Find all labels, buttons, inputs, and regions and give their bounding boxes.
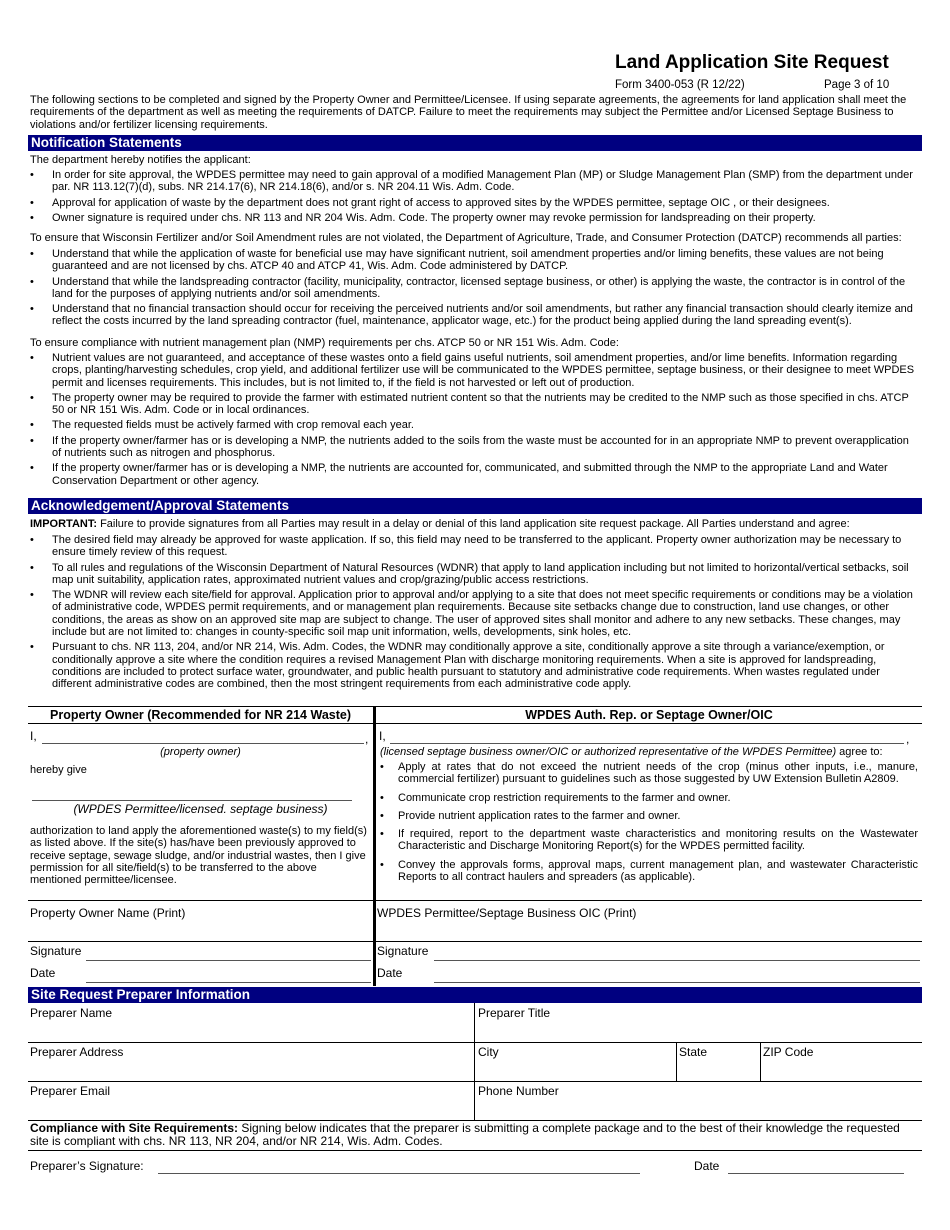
wpdes-date-label: Date — [377, 966, 403, 980]
wpdes-caption-line — [380, 746, 920, 758]
intro-text: The following sections to be completed and signed by the Property Owner and Permittee/Licensee. If using separate agreements, the agreements for land application shall meet the requirements of the department as well as meeting the requirements of DATCP. Failure to meet the requirements may subject the Permittee and/or Licensed Septage Business to violations and/or fertilizer licensing requirements. — [30, 94, 907, 131]
preparer-address-field[interactable] — [28, 1061, 472, 1079]
list-item: • Pursuant to chs. NR 113, 204, and/or NR 214, Wis. Adm. Codes, the WDNR may conditionally approve a site, conditionally approve a site through a variance/exemption, or conditionally approve a site where the condition requires a revised Management Plan with discharge monitoring requirements. When a site is approved for landspreading, conditions are included to protect surface water, groundwater, and public health pursuant to statutory and administrative code requirements. When wastes regulated under different administrative codes are combined, then the most stringent requirements from each administrative code apply. — [30, 641, 920, 690]
notification-lead-3: To ensure compliance with nutrient management plan (NMP) requirements per chs. ATCP 50 or NR 151 Wis. Adm. Code: — [30, 337, 619, 349]
important-label: IMPORTANT: — [30, 518, 98, 530]
wpdes-caption: (licensed septage business owner/OIC or authorized representative of the WPDES Permittee) — [380, 746, 837, 758]
city-state-divider — [676, 1042, 677, 1081]
table-header-border — [28, 723, 922, 724]
state-label: State — [679, 1045, 708, 1059]
wpdes-signature-field[interactable] — [434, 960, 920, 961]
property-owner-caption: (property owner) — [160, 746, 241, 758]
wpdes-name-label: WPDES Permittee/Septage Business OIC (Print) — [377, 906, 637, 920]
compliance-text: Signing below indicates that the preparer is submitting a complete package and to the best of their knowledge the requested site is compliant with chs. NR 113, NR 204, and/or NR 214, Wis. Adm. Codes. — [30, 1121, 900, 1148]
notification-lead: The department hereby notifies the applicant: — [30, 154, 251, 166]
preparer-heading: Site Request Preparer Information — [28, 987, 922, 1003]
preparer-email-label: Preparer Email — [30, 1084, 111, 1098]
phone-number-field[interactable] — [476, 1100, 920, 1118]
wpdes-comma: , — [906, 732, 910, 746]
preparer-signature-field[interactable] — [158, 1173, 640, 1174]
list-item: • To all rules and regulations of the Wisconsin Department of Natural Resources (WDNR) that apply to land application including but not limited to horizontal/vertical setbacks, soil map unit suitability, application rates, approximated nutrient values and crop/grazing/public access restrictions. — [30, 562, 920, 587]
notification-lead-2: To ensure that Wisconsin Fertilizer and/or Soil Amendment rules are not violated, the Department of Agriculture, Trade, and Consumer Protection (DATCP) recommends all parties: — [30, 232, 902, 244]
owner-name-label: Property Owner Name (Print) — [30, 906, 186, 920]
owner-date-field[interactable] — [86, 982, 371, 983]
list-item: • The property owner may be required to provide the farmer with estimated nutrient content so that the nutrients may be credited to the NMP such as those specified in chs. ATCP 50 or NR 151 Wis. Adm. Code or in local ordinances. — [30, 392, 920, 417]
list-item: • Owner signature is required under chs. NR 113 and NR 204 Wis. Adm. Code. The property owner may revoke permission for landspreading on their property. — [30, 212, 920, 224]
preparer-name-field[interactable] — [28, 1022, 472, 1040]
list-item: • Understand that no financial transaction should occur for receiving the perceived nutrients and/or soil amendments, but rather any financial transaction should clearly itemize and reflect the costs incurred by the land spreading contractor (fuel, maintenance, applicator wage, etc.) for the product being applied during the land spreading event(s). — [30, 303, 920, 328]
wpdes-date-field[interactable] — [434, 982, 920, 983]
zip-code-label: ZIP Code — [763, 1045, 814, 1059]
list-item: • The desired field may already be approved for waste application. If so, this field may need to be transferred to the applicant. Property owner authorization may be necessary to ensure timely review of this request. — [30, 534, 920, 559]
wpdes-name-field[interactable] — [376, 920, 922, 940]
owner-signature-field[interactable] — [86, 960, 371, 961]
wpdes-column-heading: WPDES Auth. Rep. or Septage Owner/OIC — [525, 708, 773, 722]
notification-bullets-1 — [30, 169, 920, 227]
permittee-caption: (WPDES Permittee/licensed. septage business) — [73, 802, 328, 816]
owner-i-label: I, — [30, 729, 37, 743]
owner-name-bottom-border — [28, 941, 373, 942]
list-item: • Nutrient values are not guaranteed, and acceptance of these wastes onto a field gains useful nutrients, soil amendment properties, and/or lime benefits. Information regarding crops, planting/harvesting schedules, crop yield, and additional fertilizer use will be communicated to the WPDES permittee, septage business, or their designee to meet WPDES permit and licenses requirements. This includes, but is not limited to, if the field is not harvested or left out of production. — [30, 352, 920, 389]
list-item: • Apply at rates that do not exceed the nutrient needs of the crop (minus other inputs, i.e., manure, commercial fertilizer) pursuant to guidelines such as those suggested by UW Extension Bulletin A2809. — [380, 761, 918, 786]
preparer-date-label: Date — [694, 1159, 720, 1173]
form-title: Land Application Site Request — [615, 52, 889, 73]
hereby-give-text: hereby give — [30, 764, 87, 776]
notification-bullets-2 — [30, 248, 920, 331]
agree-to-text: agree to: — [836, 746, 883, 758]
city-field[interactable] — [476, 1061, 674, 1079]
state-field[interactable] — [678, 1061, 758, 1079]
preparer-date-field[interactable] — [728, 1173, 904, 1174]
wpdes-signature-label: Signature — [377, 944, 429, 958]
list-item: • Approval for application of waste by the department does not grant right of access to approved sites by the WPDES permittee, septage OIC , or their designees. — [30, 197, 920, 209]
notification-bullets-3 — [30, 352, 920, 490]
wpdes-name-top-border — [376, 900, 922, 901]
wpdes-name-bottom-border — [376, 941, 922, 942]
preparer-title-field[interactable] — [476, 1022, 920, 1040]
owner-signature-label: Signature — [30, 944, 82, 958]
owner-comma: , — [365, 732, 369, 746]
list-item: • The WDNR will review each site/field for approval. Application prior to approval and/or applying to a site that does not meet specific requirements or conditions may be a violation of administrative code, WPDES permit requirements, and or management plan requirements. Because site setbacks change due to construction, land use changes, or other conditions, the areas as show on an approved site map are subject to change. The user of approved sites shall monitor and adhere to any new setbacks. These changes, may include but are not limited to: changes in county-specific soil map unit information, wells, developments, sink holes, etc. — [30, 589, 920, 638]
list-item: • Understand that while the application of waste for beneficial use may have significant nutrient, soil amendment properties and/or liming benefits, these values are not being guaranteed and are not licensed by chs. ATCP 40 and ATCP 41, Wis. Adm. Code administered by DATCP. — [30, 248, 920, 273]
preparer-email-field[interactable] — [28, 1100, 472, 1118]
list-item: • If required, report to the department waste characteristics and monitoring results on the Wastewater Characteristic and Discharge Monitoring Report(s) for the WPDES permitted facility. — [380, 828, 918, 853]
list-item: • Convey the approvals forms, approval maps, current management plan, and wastewater Characteristic Reports to all contract haulers and spreaders (as applicable). — [380, 859, 918, 884]
list-item: • Understand that while the landspreading contractor (facility, municipality, contractor, licensed septage business, or other) is applying the waste, the contractor is in control of the land for the purposes of applying nutrients and/or soil amendments. — [30, 276, 920, 301]
owner-date-label: Date — [30, 966, 56, 980]
table-top-border — [28, 706, 922, 707]
wpdes-agreement-bullets — [380, 761, 918, 889]
compliance-label: Compliance with Site Requirements: — [30, 1121, 239, 1135]
wpdes-i-label: I, — [379, 729, 386, 743]
preparer-address-label: Preparer Address — [30, 1045, 124, 1059]
important-note — [30, 518, 920, 530]
zip-code-field[interactable] — [762, 1061, 920, 1079]
owner-name-field[interactable] — [28, 920, 373, 940]
preparer-title-label: Preparer Title — [478, 1006, 551, 1020]
owner-column-heading: Property Owner (Recommended for NR 214 Waste) — [50, 708, 351, 722]
column-divider — [373, 706, 376, 986]
state-zip-divider — [760, 1042, 761, 1081]
list-item: • If the property owner/farmer has or is developing a NMP, the nutrients are accounted for, communicated, and submitted through the NMP to the appropriate Land and Water Conservation Department or other agency. — [30, 462, 920, 487]
permittee-input-line[interactable] — [32, 800, 352, 801]
preparer-column-divider — [474, 1003, 475, 1120]
important-text: Failure to provide signatures from all Parties may result in a delay or denial of this land application site request package. All Parties understand and agree: — [97, 518, 850, 530]
compliance-statement — [30, 1122, 920, 1147]
list-item: • If the property owner/farmer has or is developing a NMP, the nutrients added to the soils from the waste must be accounted for in an appropriate NMP to prevent overapplication of nutrients such as nitrogen and phosphorus. — [30, 435, 920, 460]
acknowledgement-heading: Acknowledgement/Approval Statements — [28, 498, 922, 514]
authorization-text: authorization to land apply the aforementioned waste(s) to my field(s) as listed above. If the site(s) has/have been previously approved to receive septage, sewage sludge, and/or industrial wastes, then I give permission for all site/field(s) to be transferred to the above mentioned permittee/licensee. — [30, 825, 367, 887]
compliance-bottom-border — [28, 1150, 922, 1151]
city-label: City — [478, 1045, 499, 1059]
list-item: • Communicate crop restriction requirements to the farmer and owner. — [380, 792, 918, 804]
phone-number-label: Phone Number — [478, 1084, 559, 1098]
preparer-signature-label: Preparer’s Signature: — [30, 1159, 144, 1173]
form-number: Form 3400-053 (R 12/22) — [615, 79, 745, 91]
page-number: Page 3 of 10 — [824, 79, 890, 91]
list-item: • Provide nutrient application rates to the farmer and owner. — [380, 810, 918, 822]
acknowledgement-bullets — [30, 534, 920, 694]
preparer-row-2-border — [28, 1081, 922, 1082]
list-item: • In order for site approval, the WPDES permittee may need to gain approval of a modified Management Plan (MP) or Sludge Management Plan (SMP) from the department under par. NR 113.12(7)(d), subs. NR 214.17(6), NR 214.18(6), and/or s. NR 204.11 Wis. Adm. Code. — [30, 169, 920, 194]
preparer-name-label: Preparer Name — [30, 1006, 113, 1020]
owner-name-top-border — [28, 900, 373, 901]
wpdes-name-input-line[interactable] — [390, 743, 904, 744]
property-owner-input-line[interactable] — [42, 743, 364, 744]
notification-heading: Notification Statements — [28, 135, 922, 151]
list-item: • The requested fields must be actively farmed with crop removal each year. — [30, 419, 920, 431]
preparer-row-1-border — [28, 1042, 922, 1043]
